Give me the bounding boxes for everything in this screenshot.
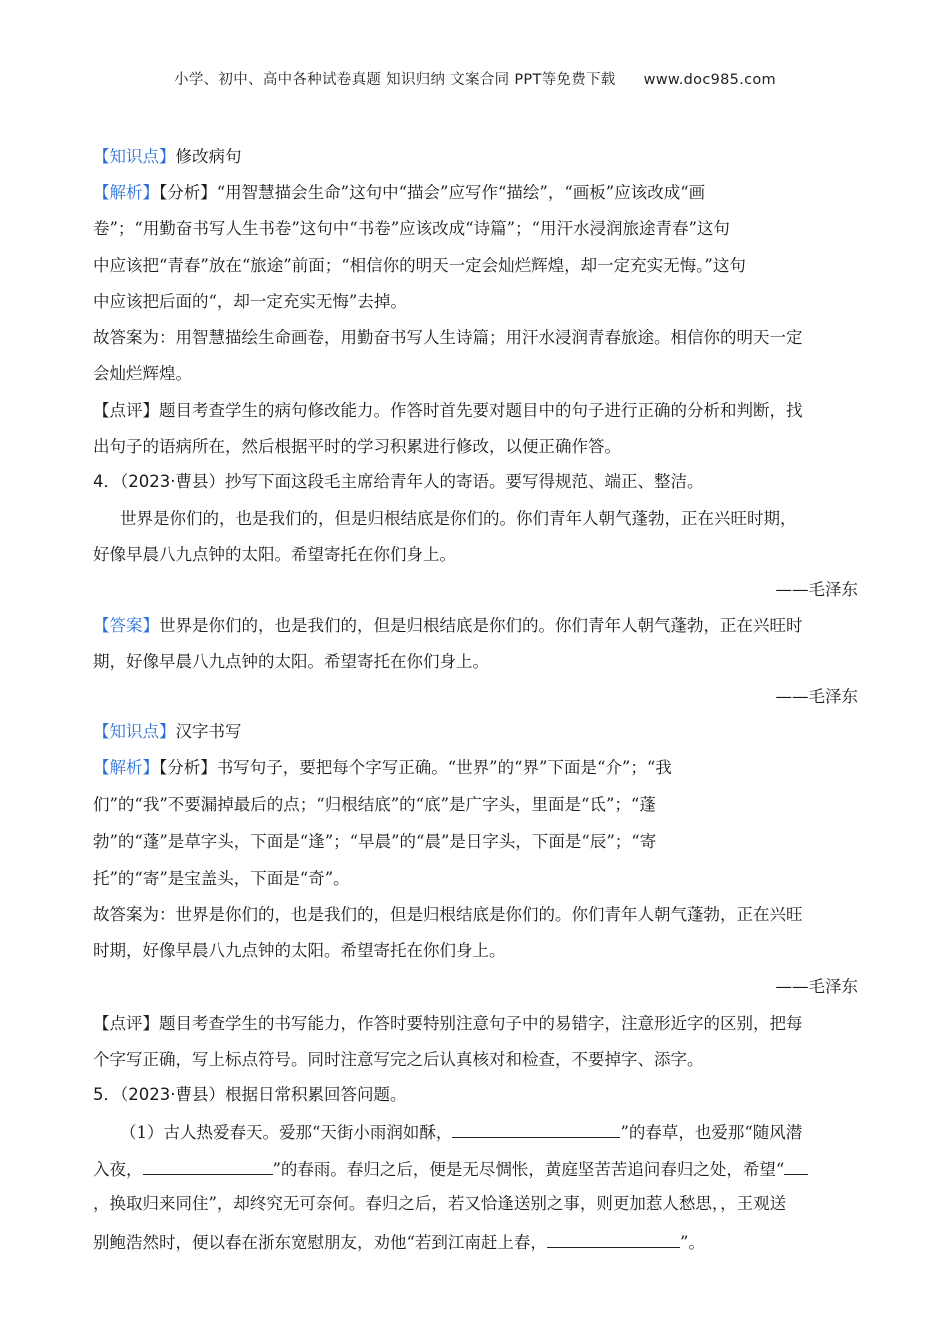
header-url[interactable]: www.doc985.com bbox=[643, 72, 776, 88]
quote-line: 世界是你们的，也是我们的，但是归根结底是你们的。你们青年人朝气蓬勃，正在兴旺时期， bbox=[120, 509, 797, 528]
fill-text: ”的春草，也爱那“随风潜 bbox=[620, 1123, 803, 1142]
comment-text: 题目考查学生的病句修改能力。作答时首先要对题目中的句子进行正确的分析和判断，找 bbox=[159, 401, 803, 420]
analysis-line bbox=[93, 756, 863, 780]
answer-author: ——毛泽东 bbox=[775, 687, 858, 706]
answer-author: ——毛泽东 bbox=[775, 977, 858, 996]
analysis-line: 中应该把“青春”放在“旅途”前面；“相信你的明天一定会灿烂辉煌，却一定充实无悔。”这句 bbox=[93, 256, 746, 275]
quote-author: ——毛泽东 bbox=[775, 580, 858, 599]
fill-text: （1）古人热爱春天。爱那“天街小雨润如酥， bbox=[120, 1123, 453, 1142]
analysis-line: 中应该把后面的“，却一定充实无悔”去掉。 bbox=[93, 292, 407, 311]
knowledge-point-line bbox=[93, 145, 863, 169]
page-header bbox=[0, 68, 950, 89]
fill-line bbox=[93, 1229, 863, 1253]
fill-text: ”。 bbox=[679, 1233, 705, 1252]
analysis-tag: 【解析】 bbox=[93, 758, 159, 777]
header-text: 小学、初中、高中各种试卷真题 知识归纳 文案合同 PPT等免费下载 bbox=[174, 72, 616, 88]
comment-line: 出句子的语病所在，然后根据平时的学习积累进行修改，以便正确作答。 bbox=[93, 437, 621, 456]
comment-tag: 【点评】 bbox=[93, 401, 159, 420]
analysis-line: 勃”的“蓬”是草字头，下面是“逢”；“早晨”的“晨”是日字头，下面是“辰”；“寄 bbox=[93, 832, 657, 851]
answer-blank[interactable] bbox=[547, 1229, 680, 1248]
analysis-text: 【分析】书写句子，要把每个字写正确。“世界”的“界”下面是“介”；“我 bbox=[159, 758, 672, 777]
answer-line: 故答案为：世界是你们的，也是我们的，但是归根结底是你们的。你们青年人朝气蓬勃，正在兴旺 bbox=[93, 905, 803, 924]
answer-blank[interactable] bbox=[143, 1156, 273, 1175]
comment-text: 题目考查学生的书写能力，作答时要特别注意句子中的易错字，注意形近字的区别，把每 bbox=[159, 1014, 803, 1033]
knowledge-point-line bbox=[93, 720, 863, 744]
answer-line: 故答案为：用智慧描绘生命画卷，用勤奋书写人生诗篇；用汗水浸润青春旅途。相信你的明天一定 bbox=[93, 328, 803, 347]
answer-blank[interactable] bbox=[784, 1156, 808, 1175]
fill-text: ”的春雨。春归之后，便是无尽惆怅，黄庭坚苦苦追问春归之处，希望“ bbox=[272, 1160, 785, 1179]
fill-line bbox=[93, 1156, 863, 1180]
fill-text: 入夜， bbox=[93, 1160, 143, 1179]
analysis-line: 卷”；“用勤奋书写人生书卷”这句中“书卷”应该改成“诗篇”；“用汗水浸润旅途青春”这句 bbox=[93, 219, 730, 238]
fill-text: 别鲍浩然时，便以春在浙东宽慰朋友，劝他“若到江南赶上春， bbox=[93, 1233, 547, 1252]
fill-line: ，换取归来同住”，却终究无可奈何。春归之后，若又恰逢送别之事，则更加惹人愁思，，王观送 bbox=[93, 1194, 787, 1213]
answer-line: 会灿烂辉煌。 bbox=[93, 364, 192, 383]
answer-tag: 【答案】 bbox=[93, 616, 159, 635]
comment-line bbox=[93, 399, 863, 423]
answer-line bbox=[93, 614, 863, 638]
analysis-tag: 【解析】 bbox=[93, 183, 159, 202]
analysis-line: 们”的“我”不要漏掉最后的点；“归根结底”的“底”是广字头，里面是“氐”；“蓬 bbox=[93, 795, 656, 814]
fill-line bbox=[120, 1119, 890, 1143]
analysis-line bbox=[93, 181, 863, 205]
answer-blank[interactable] bbox=[452, 1119, 620, 1138]
knowledge-point-tag: 【知识点】 bbox=[93, 147, 176, 166]
answer-text: 世界是你们的，也是我们的，但是归根结底是你们的。你们青年人朝气蓬勃，正在兴旺时 bbox=[159, 616, 803, 635]
quote-line: 好像早晨八九点钟的太阳。希望寄托在你们身上。 bbox=[93, 545, 456, 564]
answer-line: 期，好像早晨八九点钟的太阳。希望寄托在你们身上。 bbox=[93, 652, 489, 671]
knowledge-point-text: 修改病句 bbox=[175, 147, 242, 166]
answer-line: 时期，好像早晨八九点钟的太阳。希望寄托在你们身上。 bbox=[93, 941, 506, 960]
question-4-stem: 4．（2023·曹县）抄写下面这段毛主席给青年人的寄语。要写得规范、端正、整洁。 bbox=[93, 472, 704, 491]
analysis-line: 托”的“寄”是宝盖头，下面是“奇”。 bbox=[93, 869, 350, 888]
analysis-text: 【分析】“用智慧描会生命”这句中“描会”应写作“描绘”，“画板”应该改成“画 bbox=[159, 183, 706, 202]
comment-line bbox=[93, 1012, 863, 1036]
comment-line: 个字写正确，写上标点符号。同时注意写完之后认真核对和检查，不要掉字、添字。 bbox=[93, 1050, 704, 1069]
question-5-stem: 5．（2023·曹县）根据日常积累回答问题。 bbox=[93, 1085, 407, 1104]
comment-tag: 【点评】 bbox=[93, 1014, 159, 1033]
knowledge-point-tag: 【知识点】 bbox=[93, 722, 176, 741]
knowledge-point-text: 汉字书写 bbox=[175, 722, 242, 741]
